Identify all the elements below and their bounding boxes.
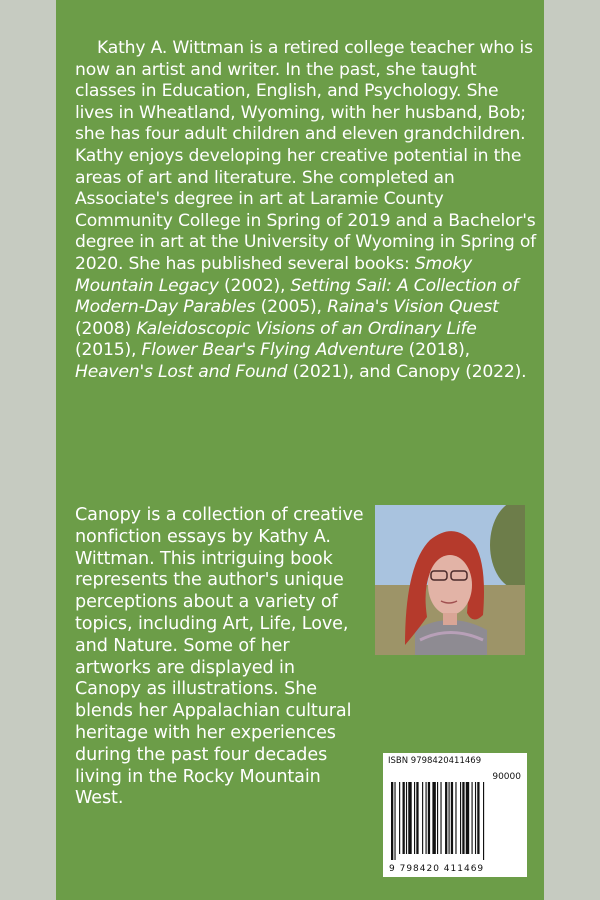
barcode-bar: [428, 782, 430, 854]
author-portrait-illustration: [375, 505, 525, 655]
barcode-bar: [440, 782, 441, 854]
barcode-bar: [408, 782, 411, 854]
book-blurb: Canopy is a collection of creative nonfiction essays by Kathy A. Wittman. This intriguing book represents the author's unique perceptions about a variety of topics, including Art, Life, Love, and Nature. Some of her artworks are displayed in Canopy as illustrations. She blends her Appalachian cultural heritage with her experiences during the past four decades living in the Rocky Mountain West.: [75, 505, 364, 809]
back-cover: [56, 0, 544, 900]
book-title-flower-bear: Flower Bear's Flying Adventure: [141, 340, 404, 361]
barcode-bar: [391, 782, 393, 860]
barcode-bar: [445, 782, 447, 854]
barcode-bar: [451, 782, 453, 854]
author-bio: [75, 38, 541, 384]
barcode-bar: [399, 782, 400, 854]
barcode-bar: [483, 782, 484, 860]
isbn-barcode: [383, 753, 527, 877]
barcode-bar: [472, 782, 473, 854]
barcode-bar: [414, 782, 415, 854]
book-title-rainas-vision-quest: Raina's Vision Quest: [327, 297, 499, 318]
bio-text-4: (2008): [75, 318, 137, 339]
book-title-heavens-lost-and-found: Heaven's Lost and Found: [75, 361, 288, 382]
bio-text-6: (2018),: [403, 340, 470, 361]
author-photo: [375, 505, 525, 655]
book-title-smoky-mountain-legacy: Smoky Mountain Legacy: [75, 253, 473, 296]
barcode-bar: [477, 782, 479, 854]
barcode-bar: [475, 782, 476, 854]
barcode-bar: [403, 782, 405, 854]
bio-text-3: (2005),: [255, 297, 328, 318]
price-code: 90000: [492, 772, 521, 782]
bio-text-2: (2002),: [218, 275, 291, 296]
book-title-setting-sail: Setting Sail: A Collection of Modern-Day Parables: [75, 275, 519, 318]
barcode-bar: [462, 782, 464, 854]
barcode-bar: [449, 782, 450, 854]
bio-text-5: (2015),: [75, 340, 142, 361]
barcode-bar: [416, 782, 418, 854]
barcode-bar: [437, 782, 438, 854]
barcode-bar: [460, 782, 461, 854]
barcode-bar: [455, 782, 456, 854]
barcode-digits: 9 798420 411469: [389, 864, 485, 874]
barcode-bar: [422, 782, 423, 854]
barcode-bar: [466, 782, 469, 854]
barcode-bar: [432, 782, 435, 854]
book-title-kaleidoscopic-visions: Kaleidoscopic Visions of an Ordinary Life: [136, 318, 477, 339]
barcode-bars: [391, 782, 519, 860]
isbn-label: ISBN 9798420411469: [388, 756, 482, 766]
barcode-bar: [426, 782, 427, 854]
barcode-bar: [394, 782, 395, 860]
barcode-bar: [406, 782, 407, 854]
bio-text-7: (2021), and Canopy (2022).: [287, 361, 527, 382]
bio-text-1: Kathy A. Wittman is a retired college teacher who is now an artist and writer. In the past, she taught classes in Education, English, and Psychology. She lives in Wheatland, Wyoming, with her husband, Bob; she has four adult children and eleven grandchildren. Kathy enjoys developing her creative potential in the areas of art and literature. She completed an Associate's degree in art at Laramie County Community College in Spring of 2019 and a Bachelor's degree in art at the University of Wyoming in Spring of 2020. She has published several books:: [75, 38, 537, 274]
